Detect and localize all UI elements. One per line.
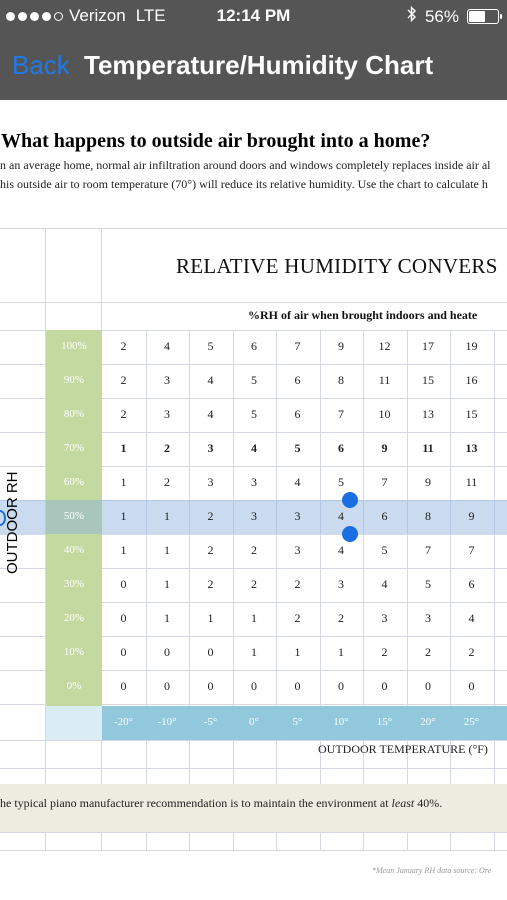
table-cell: 4 (338, 543, 344, 557)
table-cell: 3 (294, 543, 301, 557)
table-cell: 13 (422, 407, 434, 421)
grid-line (0, 302, 507, 303)
table-cell: 8 (425, 509, 431, 523)
table-cell: 11 (422, 441, 434, 455)
intro-line: n an average home, normal air infiltration around doors and windows completely replaces inside air al (0, 158, 491, 172)
table-cell: 3 (294, 509, 301, 523)
grid-line (494, 330, 495, 850)
outdoor-rh-label: 90% (63, 374, 85, 386)
network-type: LTE (135, 6, 166, 25)
x-axis-label: OUTDOOR TEMPERATURE (°F) (318, 742, 488, 756)
table-cell: 6 (338, 441, 344, 455)
table-cell: 1 (207, 611, 214, 625)
selection-handle-bottom[interactable] (342, 526, 358, 542)
table-cell: 7 (338, 407, 344, 421)
table-cell: 5 (381, 543, 388, 557)
outdoor-rh-label: 60% (63, 476, 85, 488)
table-cell: 5 (425, 577, 431, 591)
table-cell: 0 (251, 679, 257, 693)
selection-handle-top[interactable] (342, 492, 358, 508)
table-cell: 9 (338, 339, 344, 353)
table-cell: 0 (425, 679, 431, 693)
navigation-bar (0, 48, 507, 88)
table-cell: 3 (207, 475, 214, 489)
table-cell: 3 (381, 611, 388, 625)
table-cell: 0 (207, 679, 214, 693)
section-heading: What happens to outside air brought into a home? (1, 130, 431, 152)
table-cell: 0 (468, 679, 475, 693)
table-cell: 5 (251, 373, 257, 387)
outdoor-rh-label: 30% (63, 578, 85, 590)
table-cell: 12 (378, 339, 391, 353)
table-cell: 4 (207, 407, 214, 421)
grid-line (0, 768, 507, 769)
carrier-name: Verizon (69, 6, 126, 25)
table-cell: 4 (207, 373, 214, 387)
table-cell: 2 (207, 577, 214, 591)
temperature-label: 15° (376, 716, 393, 728)
table-cell: 5 (251, 407, 257, 421)
table-cell: 2 (120, 373, 127, 387)
outdoor-rh-label: 20% (63, 612, 85, 624)
table-cell: 4 (338, 509, 344, 523)
table-corner-cell (46, 706, 102, 740)
recommendation-note (0, 784, 507, 832)
temperature-label: -5° (203, 716, 218, 728)
table-cell: 4 (468, 611, 475, 625)
table-cell: 4 (294, 475, 301, 489)
table-cell: 3 (338, 577, 344, 591)
table-cell: 3 (251, 475, 257, 489)
table-cell: 0 (120, 611, 127, 625)
top-bar (0, 0, 507, 100)
page-title: Temperature/Humidity Chart (84, 50, 434, 80)
temperature-label: 20° (420, 716, 436, 728)
table-cell: 5 (338, 475, 344, 489)
bluetooth-icon (407, 6, 417, 27)
status-time: 12:14 PM (216, 6, 291, 25)
table-cell: 3 (164, 373, 170, 387)
table-cell: 6 (251, 339, 257, 353)
table-cell: 2 (164, 475, 170, 489)
table-cell: 1 (251, 611, 257, 625)
table-cell: 0 (381, 679, 388, 693)
rh-conversion-table (0, 228, 507, 858)
back-button[interactable]: Back (12, 50, 70, 80)
table-cell: 2 (164, 441, 170, 455)
table-cell: 9 (381, 441, 388, 455)
intro-text (0, 156, 507, 194)
table-cell: 1 (164, 543, 170, 557)
temperature-label: 0° (249, 716, 259, 728)
table-cell: 2 (381, 645, 388, 659)
table-cell: 2 (338, 611, 344, 625)
y-axis-label: OUTDOOR RH (4, 471, 21, 574)
table-cell: 1 (251, 645, 257, 659)
grid-line (0, 832, 507, 833)
table-cell: 2 (425, 645, 431, 659)
table-cell: 0 (120, 645, 127, 659)
table-cell: 7 (294, 339, 301, 353)
table-cell: 13 (465, 441, 478, 455)
table-cell: 9 (425, 475, 431, 489)
table-cell: 15 (465, 407, 478, 421)
temperature-label: 25° (463, 716, 480, 728)
table-cell: 3 (207, 441, 214, 455)
outdoor-rh-label: 40% (63, 544, 85, 556)
table-cell: 2 (294, 577, 301, 591)
status-bar (0, 0, 507, 34)
table-cell: 5 (207, 339, 214, 353)
temperature-label: -10° (157, 716, 177, 728)
table-cell: 9 (468, 509, 475, 523)
grid-line (0, 228, 507, 229)
table-cell: 6 (294, 373, 301, 387)
outdoor-rh-label: 50% (63, 510, 85, 522)
outdoor-rh-label: 80% (63, 408, 85, 420)
temperature-label: 10° (333, 716, 349, 728)
table-cell: 3 (425, 611, 431, 625)
table-cell: 0 (120, 679, 127, 693)
table-cell: 19 (465, 339, 478, 353)
temperature-label: 5° (292, 716, 303, 728)
table-cell: 1 (120, 441, 127, 455)
table-cell: 10 (378, 407, 391, 421)
table-cell: 4 (251, 441, 257, 455)
outdoor-rh-label: 10% (63, 646, 85, 658)
table-cell: 0 (164, 645, 170, 659)
battery-icon (467, 9, 499, 24)
table-cell: 2 (207, 509, 214, 523)
table-cell: 2 (251, 577, 257, 591)
table-cell: 3 (164, 407, 170, 421)
chart-title: RELATIVE HUMIDITY CONVERS (176, 254, 498, 278)
table-cell: 1 (120, 475, 127, 489)
outdoor-rh-label: 0% (66, 680, 82, 692)
table-cell: 1 (164, 577, 170, 591)
table-cell: 1 (120, 509, 127, 523)
table-cell: 17 (422, 339, 434, 353)
table-cell: 1 (338, 645, 344, 659)
table-cell: 2 (120, 407, 127, 421)
table-cell: 1 (294, 645, 301, 659)
temperature-label: -20° (113, 716, 134, 728)
table-cell: 0 (207, 645, 214, 659)
table-cell: 1 (164, 611, 170, 625)
grid-line (0, 850, 507, 851)
table-cell: 6 (294, 407, 301, 421)
table-cell: 2 (207, 543, 214, 557)
chart-subtitle: %RH of air when brought indoors and heate (248, 308, 478, 322)
grid-line (0, 740, 507, 741)
table-cell: 2 (294, 611, 301, 625)
data-source-footnote: *Mean January RH data source: Ore (372, 866, 492, 875)
table-cell: 11 (465, 475, 478, 489)
table-cell: 2 (468, 645, 475, 659)
table-cell: 7 (468, 543, 475, 557)
table-cell: 11 (378, 373, 391, 387)
table-cell: 8 (338, 373, 344, 387)
table-cell: 0 (338, 679, 344, 693)
table-cell: 6 (468, 577, 475, 591)
battery-percent: 56% (424, 6, 459, 26)
table-cell: 7 (381, 475, 388, 489)
intro-line: his outside air to room temperature (70°) will reduce its relative humidity. Use the chart to calculate h (0, 177, 488, 191)
table-cell: 15 (422, 373, 434, 387)
table-cell: 0 (164, 679, 170, 693)
table-cell: 7 (425, 543, 431, 557)
table-cell: 0 (294, 679, 301, 693)
table-cell: 0 (120, 577, 127, 591)
table-cell: 4 (381, 577, 388, 591)
table-cell: 1 (120, 543, 127, 557)
table-cell: 16 (465, 373, 478, 387)
table-cell: 2 (251, 543, 257, 557)
note-text: he typical piano manufacturer recommendation is to maintain the environment at least 40%. (0, 796, 443, 810)
table-cell: 4 (164, 339, 170, 353)
table-cell: 6 (381, 509, 388, 523)
table-cell: 5 (294, 441, 301, 455)
outdoor-rh-label: 100% (61, 340, 87, 352)
outdoor-rh-label: 70% (63, 442, 85, 454)
table-cell: 3 (251, 509, 257, 523)
table-cell: 2 (120, 339, 127, 353)
table-cell: 1 (164, 509, 170, 523)
